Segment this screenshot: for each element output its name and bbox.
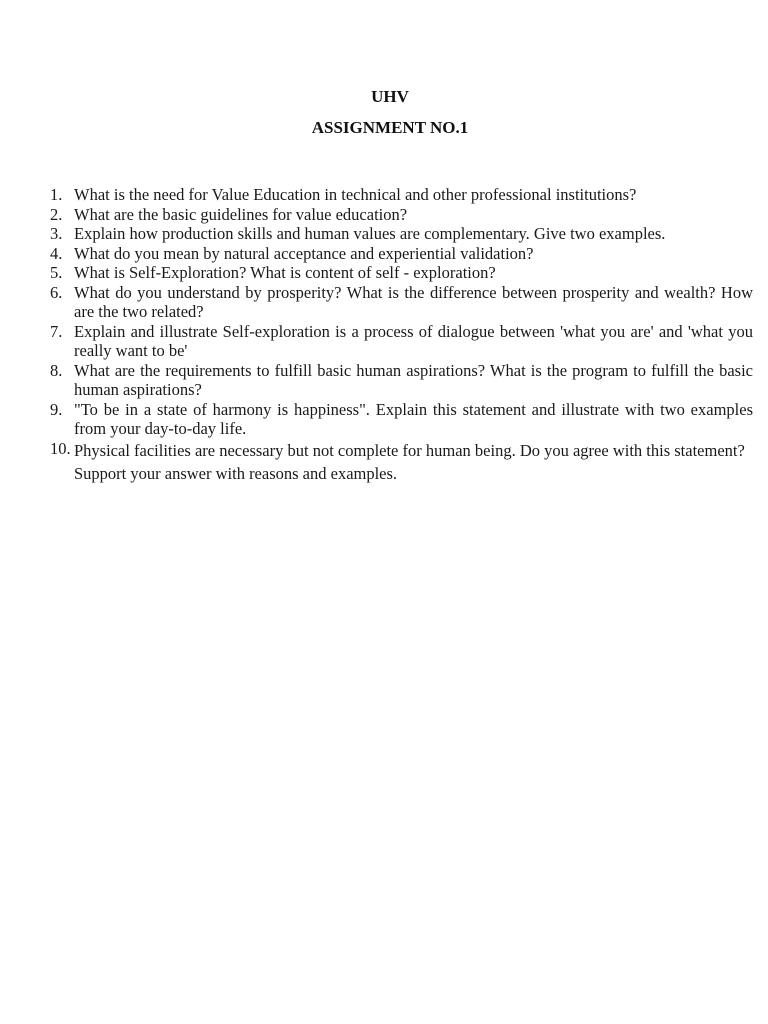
question-item-3	[50, 224, 753, 244]
question-item-5	[50, 263, 753, 283]
question-item-2	[50, 205, 753, 225]
question-text: What are the requirements to fulfill basic human aspirations? What is the program to fulfill the basic human aspirations?	[74, 360, 753, 399]
question-number: 7.	[50, 321, 63, 341]
question-item-6	[50, 283, 753, 322]
question-item-8	[50, 361, 753, 400]
question-number: 4.	[50, 243, 63, 263]
assignment-heading: ASSIGNMENT NO.1	[311, 118, 469, 137]
question-number: 3.	[50, 224, 63, 243]
question-number: 5.	[50, 263, 63, 282]
question-number: 9.	[50, 399, 63, 419]
question-number: 10.	[50, 438, 71, 458]
question-text: What is the need for Value Education in technical and other professional institutions?	[74, 185, 637, 204]
question-text: What are the basic guidelines for value education?	[74, 204, 408, 224]
question-item-1	[50, 185, 753, 205]
question-item-7	[50, 322, 753, 361]
question-text: Explain and illustrate Self-exploration is a process of dialogue between 'what you are' and 'what you really want to be'	[74, 321, 753, 360]
question-text: What is Self-Exploration? What is content of self - exploration?	[74, 263, 496, 282]
question-item-9	[50, 400, 753, 439]
question-number: 6.	[50, 282, 63, 302]
question-number: 8.	[50, 360, 63, 380]
question-text: "To be in a state of harmony is happiness". Explain this statement and illustrate with two examples from your day-to-day life.	[74, 399, 753, 438]
question-text: What do you understand by prosperity? What is the difference between prosperity and wealth? How are the two related?	[74, 282, 753, 321]
question-text: Physical facilities are necessary but not complete for human being. Do you agree with this statement? Support your answer with reasons and examples.	[74, 440, 745, 483]
question-number: 2.	[50, 204, 63, 224]
question-list	[50, 185, 753, 485]
question-item-4	[50, 244, 753, 264]
document-title: UHV	[371, 87, 409, 106]
question-item-10	[50, 439, 753, 485]
question-number: 1.	[50, 185, 63, 204]
question-text: What do you mean by natural acceptance and experiential validation?	[74, 243, 534, 263]
question-text: Explain how production skills and human values are complementary. Give two examples.	[74, 224, 666, 243]
